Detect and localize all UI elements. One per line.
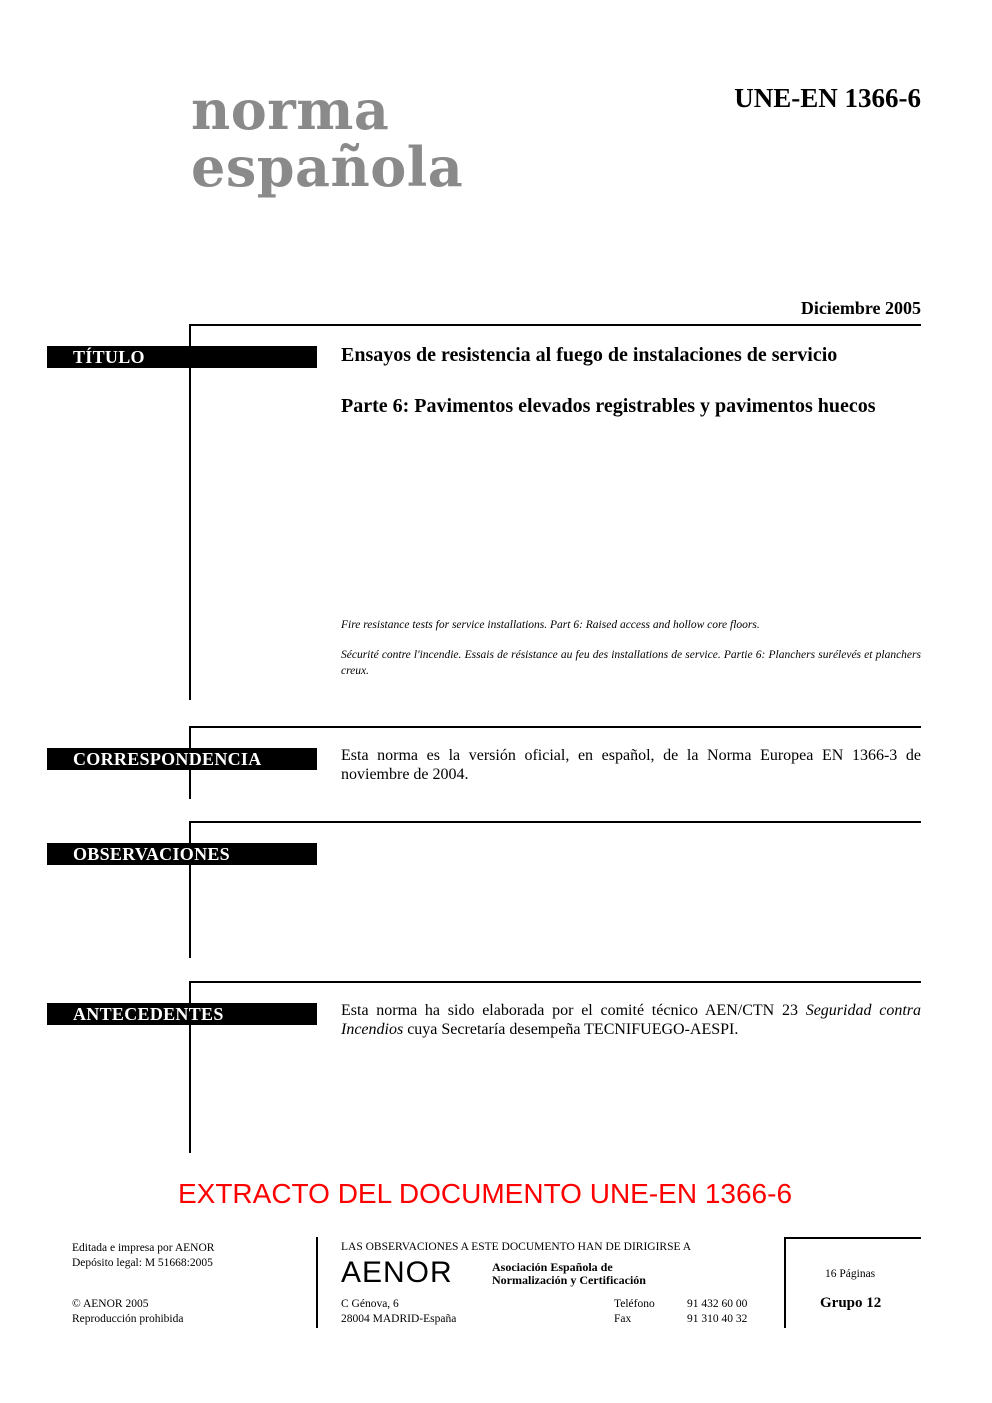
correspondencia-text: Esta norma es la versión oficial, en español, de la Norma Europea EN 1366-3 de noviembre de 2004. [341,747,921,783]
norma-espanola-logo [191,78,464,199]
footer-edited: Editada e impresa por AENOR [72,1242,215,1254]
title-english: Fire resistance tests for service installations. Part 6: Raised access and hollow core floors. [341,619,760,631]
aenor-name-line-2: Normalización y Certificación [492,1273,646,1287]
footer-copyright: © AENOR 2005 [72,1298,149,1310]
fax-number: 91 310 40 32 [687,1313,748,1325]
phone-number: 91 432 60 00 [687,1298,748,1310]
footer-deposit: Depósito legal: M 51668:2005 [72,1257,213,1269]
titulo-top-rule [189,324,921,326]
standard-code: UNE-EN 1366-6 [734,83,921,113]
committee-name: Seguridad contra Incendios [341,1002,922,1038]
title-french: Sécurité contre l'incendie. Essais de résistance au feu des installations de service. Partie 6: Planchers surélevés et planchers creux. [341,649,921,677]
footer-divider-left [316,1237,318,1328]
price-group: Grupo 12 [820,1295,882,1311]
fax-label: Fax [614,1313,632,1325]
footer-reproduction: Reproducción prohibida [72,1313,184,1325]
antecedentes-top-rule [189,981,921,983]
aenor-logo: AENOR [341,1256,453,1289]
observaciones-side-rule [189,821,191,958]
aenor-name-line-1: Asociación Española de [492,1260,613,1274]
publication-date: Diciembre 2005 [800,298,921,318]
antecedentes-label: ANTECEDENTES [47,1003,317,1025]
footer-box-top-rule [784,1237,921,1239]
observaciones-label: OBSERVACIONES [47,843,317,865]
extract-notice: EXTRACTO DEL DOCUMENTO UNE-EN 1366-6 [177,1178,793,1209]
brand-line-1: norma [191,78,390,142]
correspondencia-top-rule [189,726,921,728]
observaciones-top-rule [189,821,921,823]
titulo-side-rule [189,324,191,700]
antecedentes-text-end: cuya Secretaría desempeña TECNIFUEGO-AESPI. [403,1021,739,1038]
observations-notice: LAS OBSERVACIONES A ESTE DOCUMENTO HAN DE DIRIGIRSE A [341,1241,692,1253]
document-title: Ensayos de resistencia al fuego de instalaciones de servicio [341,344,838,366]
page-count: 16 Páginas [825,1268,876,1280]
correspondencia-label: CORRESPONDENCIA [47,748,317,770]
brand-line-2: española [191,135,464,199]
aenor-full-name [492,1261,646,1287]
address-line-1: C Génova, 6 [341,1298,399,1310]
phone-label: Teléfono [614,1298,655,1310]
titulo-label: TÍTULO [47,346,317,368]
antecedentes-text [341,1001,921,1039]
address-line-2: 28004 MADRID-España [341,1313,457,1325]
footer-box-side-rule [784,1237,786,1328]
document-subtitle: Parte 6: Pavimentos elevados registrables y pavimentos huecos [341,395,876,417]
antecedentes-text-start: Esta norma ha sido elaborada por el comité técnico AEN/CTN 23 [341,1002,806,1019]
